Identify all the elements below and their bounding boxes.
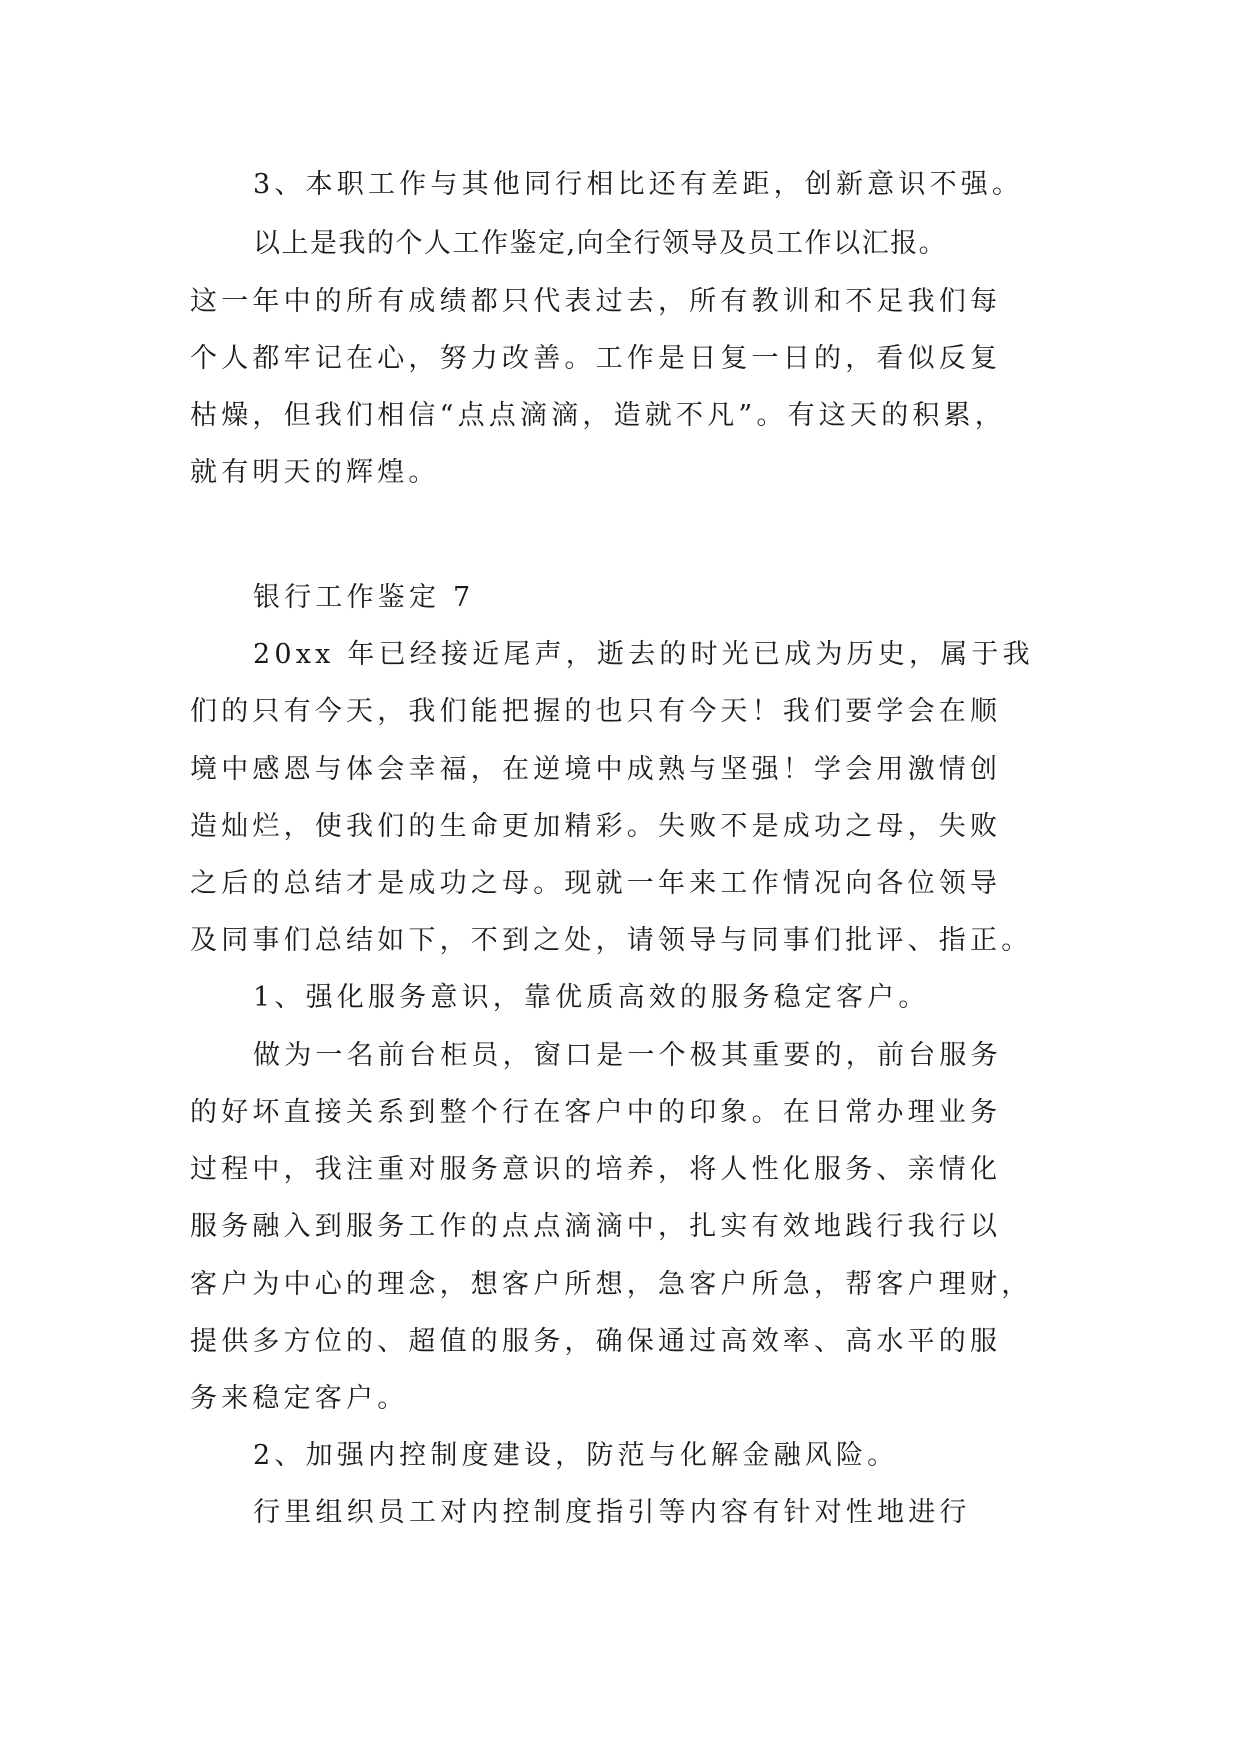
- paragraph-line: 务来稳定客户。: [190, 1383, 409, 1414]
- paragraph-line: 枯燥，但我们相信“点点滴滴，造就不凡”。有这天的积累，: [190, 400, 1007, 431]
- paragraph-line: 服务融入到服务工作的点点滴滴中，扎实有效地践行我行以: [190, 1211, 1002, 1242]
- paragraph-line: 3、本职工作与其他同行相比还有差距，创新意识不强。: [253, 169, 1024, 200]
- paragraph-line: 造灿烂，使我们的生命更加精彩。失败不是成功之母，失败: [190, 811, 1002, 842]
- paragraph-line: 做为一名前台柜员，窗口是一个极其重要的，前台服务: [253, 1040, 1002, 1071]
- paragraph-line: 个人都牢记在心，努力改善。工作是日复一日的，看似反复: [190, 343, 1002, 374]
- paragraph-line: 客户为中心的理念，想客户所想，急客户所急，帮客户理财，: [190, 1269, 1033, 1300]
- paragraph-line: 行里组织员工对内控制度指引等内容有针对性地进行: [253, 1497, 971, 1528]
- paragraph-line: 以上是我的个人工作鉴定,向全行领导及员工作以汇报。: [253, 228, 948, 259]
- paragraph-line: 这一年中的所有成绩都只代表过去，所有教训和不足我们每: [190, 286, 1002, 317]
- section-heading: 银行工作鉴定 7: [253, 582, 475, 613]
- paragraph-line: 及同事们总结如下，不到之处，请领导与同事们批评、指正。: [190, 925, 1033, 956]
- paragraph-line: 20xx 年已经接近尾声，逝去的时光已成为历史，属于我: [253, 639, 1034, 670]
- paragraph-line: 之后的总结才是成功之母。现就一年来工作情况向各位领导: [190, 868, 1002, 899]
- paragraph-line: 们的只有今天，我们能把握的也只有今天！我们要学会在顺: [190, 696, 1002, 727]
- paragraph-line: 过程中，我注重对服务意识的培养，将人性化服务、亲情化: [190, 1154, 1002, 1185]
- paragraph-line: 2、加强内控制度建设，防范与化解金融风险。: [253, 1440, 899, 1471]
- paragraph-line: 就有明天的辉煌。: [190, 457, 440, 488]
- paragraph-line: 的好坏直接关系到整个行在客户中的印象。在日常办理业务: [190, 1097, 1002, 1128]
- paragraph-line: 境中感恩与体会幸福，在逆境中成熟与坚强！学会用激情创: [190, 754, 1002, 785]
- paragraph-line: 1、强化服务意识，靠优质高效的服务稳定客户。: [253, 982, 930, 1013]
- paragraph-line: 提供多方位的、超值的服务，确保通过高效率、高水平的服: [190, 1326, 1002, 1357]
